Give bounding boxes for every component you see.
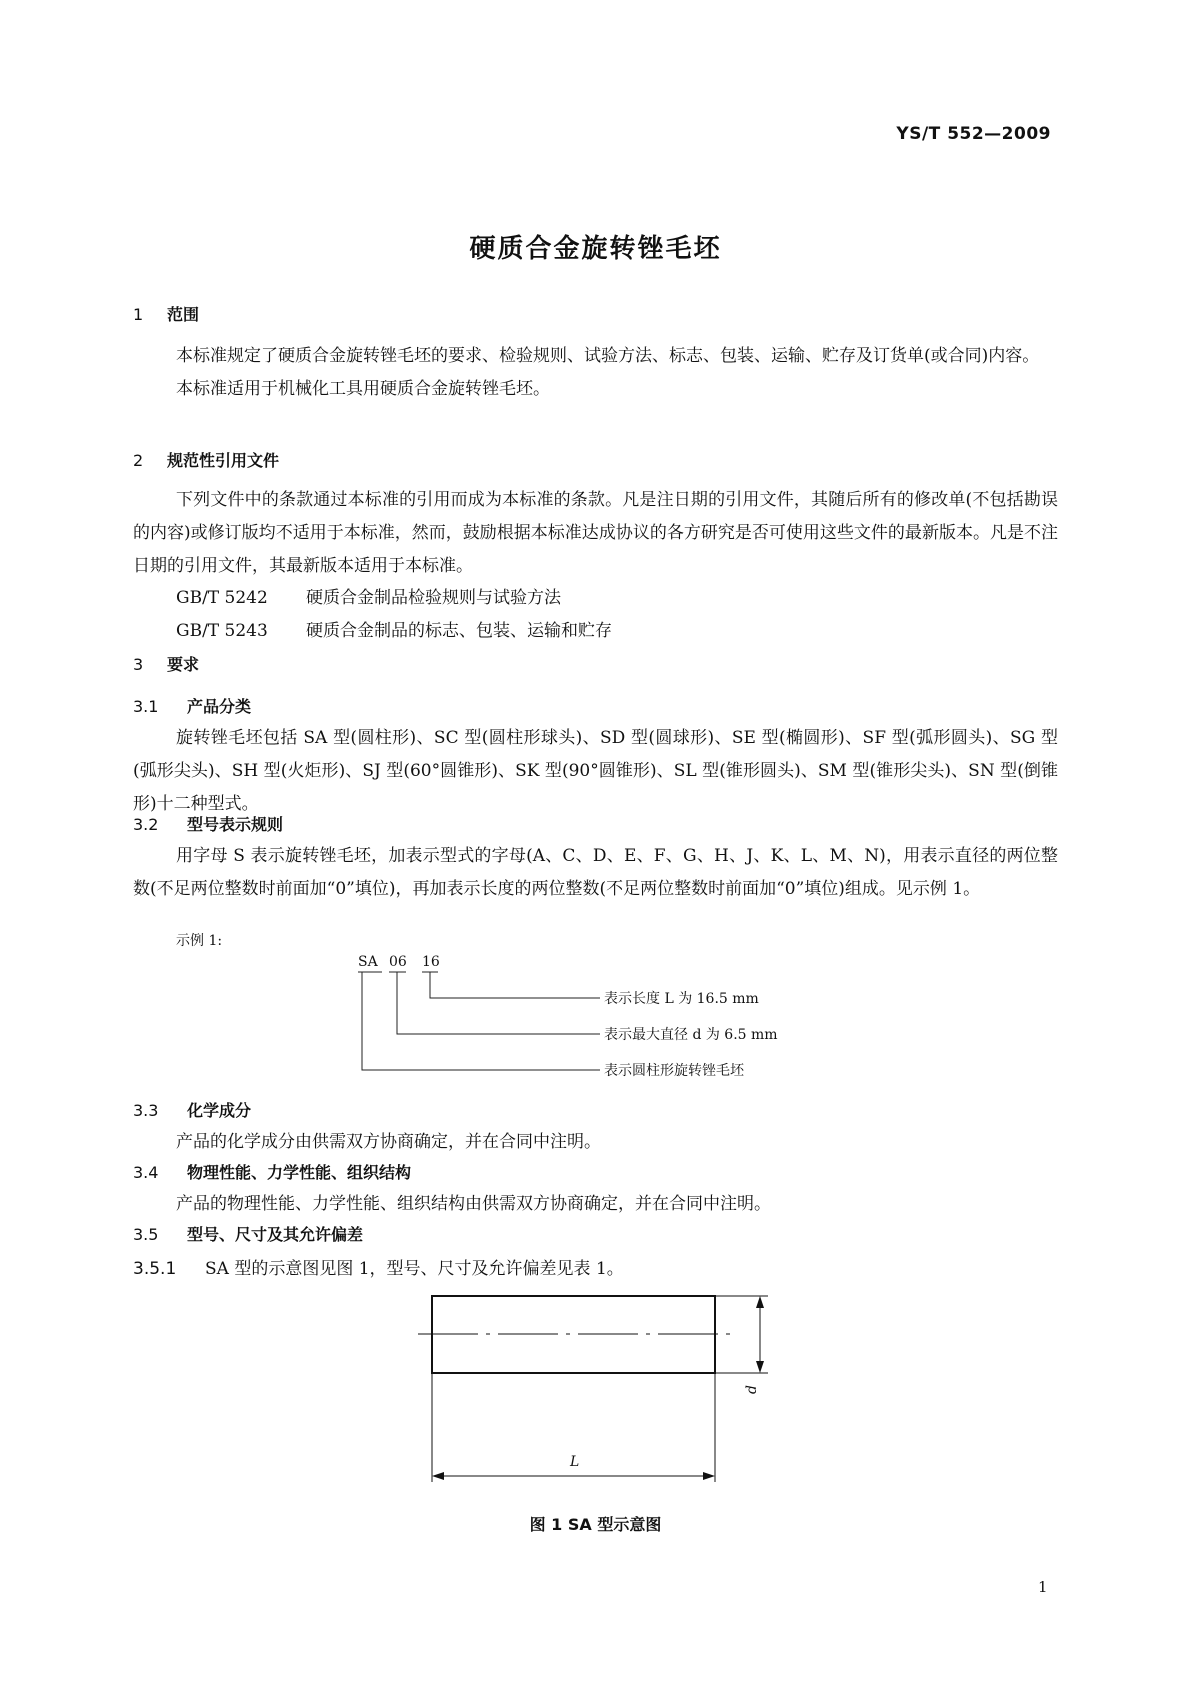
arrow-L-left	[432, 1472, 444, 1480]
section-3-4-title: 物理性能、力学性能、组织结构	[187, 1163, 412, 1182]
reference-item	[176, 583, 561, 608]
section-1-paragraph-2: 本标准适用于机械化工具用硬质合金旋转锉毛坯。	[176, 379, 550, 399]
section-3-title: 要求	[167, 655, 200, 674]
section-2-body	[133, 484, 1058, 583]
section-3-1-number: 3.1	[133, 697, 159, 716]
leader-length	[430, 972, 600, 998]
section-3-3-number: 3.3	[133, 1101, 159, 1120]
section-1-paragraph-1: 本标准规定了硬质合金旋转锉毛坯的要求、检验规则、试验方法、标志、包装、运输、贮存及订货单(或合同)内容。	[176, 346, 1040, 366]
section-3-3-title: 化学成分	[187, 1101, 252, 1120]
reference-title: 硬质合金制品检验规则与试验方法	[306, 588, 561, 608]
desc-length: 表示长度 L 为 16.5 mm	[604, 991, 759, 1007]
figure-label-d: d	[744, 1385, 760, 1394]
document-title: 硬质合金旋转锉毛坯	[469, 234, 722, 264]
example-label: 示例 1:	[176, 933, 223, 949]
arrow-d-bottom	[756, 1361, 764, 1373]
figure-label-L: L	[570, 1454, 580, 1470]
section-3-4-number: 3.4	[133, 1163, 159, 1182]
section-3-3-paragraph: 产品的化学成分由供需双方协商确定，并在合同中注明。	[176, 1132, 601, 1152]
reference-code: GB/T 5243	[176, 621, 268, 641]
reference-code: GB/T 5242	[176, 588, 268, 608]
section-3-3-heading	[133, 1098, 251, 1121]
reference-title: 硬质合金制品的标志、包装、运输和贮存	[306, 621, 612, 641]
section-3-number: 3	[133, 655, 144, 674]
figure-1-caption: 图 1 SA 型示意图	[529, 1515, 662, 1534]
section-3-2-paragraph: 用字母 S 表示旋转锉毛坯，加表示型式的字母(A、C、D、E、F、G、H、J、K、L、M、N)，用表示直径的两位整数(不足两位整数时前面加“0”填位)，再加表示长度的两位整数(不足两位整数时前面加“0”填位)组成。见示例 1。	[133, 846, 1058, 899]
section-3-5-heading	[133, 1222, 363, 1245]
section-3-4-body	[133, 1188, 1058, 1221]
section-3-5-1-number: 3.5.1	[133, 1259, 177, 1279]
section-3-2-number: 3.2	[133, 815, 159, 834]
section-1-title: 范围	[167, 305, 200, 324]
section-3-3-body	[133, 1126, 1058, 1159]
code-part-diameter: 06	[389, 954, 407, 970]
leader-type	[362, 972, 600, 1070]
page-number: 1	[1038, 1578, 1048, 1596]
section-3-4-paragraph: 产品的物理性能、力学性能、组织结构由供需双方协商确定，并在合同中注明。	[176, 1194, 771, 1214]
section-2-number: 2	[133, 451, 144, 470]
section-2-heading	[133, 448, 279, 471]
leader-diameter	[397, 972, 600, 1034]
section-3-2-title: 型号表示规则	[187, 815, 284, 834]
section-3-1-paragraph: 旋转锉毛坯包括 SA 型(圆柱形)、SC 型(圆柱形球头)、SD 型(圆球形)、SE 型(椭圆形)、SF 型(弧形圆头)、SG 型(弧形尖头)、SH 型(火炬形)、SJ 型(60°圆锥形)、SK 型(90°圆锥形)、SL 型(锥形圆头)、SM 型(锥形尖头)、SN 型(倒锥形)十二种型式。	[133, 728, 1058, 814]
reference-item	[176, 616, 612, 641]
model-code-diagram	[0, 950, 1191, 1080]
section-3-1-body	[133, 722, 1058, 821]
section-3-5-1	[133, 1254, 624, 1279]
desc-diameter: 表示最大直径 d 为 6.5 mm	[604, 1027, 778, 1043]
section-3-5-title: 型号、尺寸及其允许偏差	[187, 1225, 364, 1244]
section-3-5-1-text: SA 型的示意图见图 1，型号、尺寸及允许偏差见表 1。	[205, 1259, 624, 1279]
desc-type: 表示圆柱形旋转锉毛坯	[604, 1063, 744, 1079]
section-2-title: 规范性引用文件	[167, 451, 280, 470]
section-2-paragraph: 下列文件中的条款通过本标准的引用而成为本标准的条款。凡是注日期的引用文件，其随后所有的修改单(不包括勘误的内容)或修订版均不适用于本标准，然而，鼓励根据本标准达成协议的各方研究是否可使用这些文件的最新版本。凡是不注日期的引用文件，其最新版本适用于本标准。	[133, 490, 1058, 576]
section-3-1-title: 产品分类	[187, 697, 252, 716]
code-part-type: SA	[358, 954, 378, 970]
standard-code: YS/T 552—2009	[896, 124, 1051, 144]
section-1-heading	[133, 302, 199, 325]
section-3-heading	[133, 652, 199, 675]
section-3-2-body	[133, 840, 1058, 906]
code-part-length: 16	[422, 954, 440, 970]
arrow-L-right	[703, 1472, 715, 1480]
arrow-d-top	[756, 1296, 764, 1308]
section-3-2-heading	[133, 812, 283, 835]
section-1-number: 1	[133, 305, 144, 324]
section-3-5-number: 3.5	[133, 1225, 159, 1244]
section-3-1-heading	[133, 694, 251, 717]
section-3-4-heading	[133, 1160, 411, 1183]
figure-1-diagram	[0, 1280, 1191, 1505]
section-1-body	[133, 340, 1058, 406]
